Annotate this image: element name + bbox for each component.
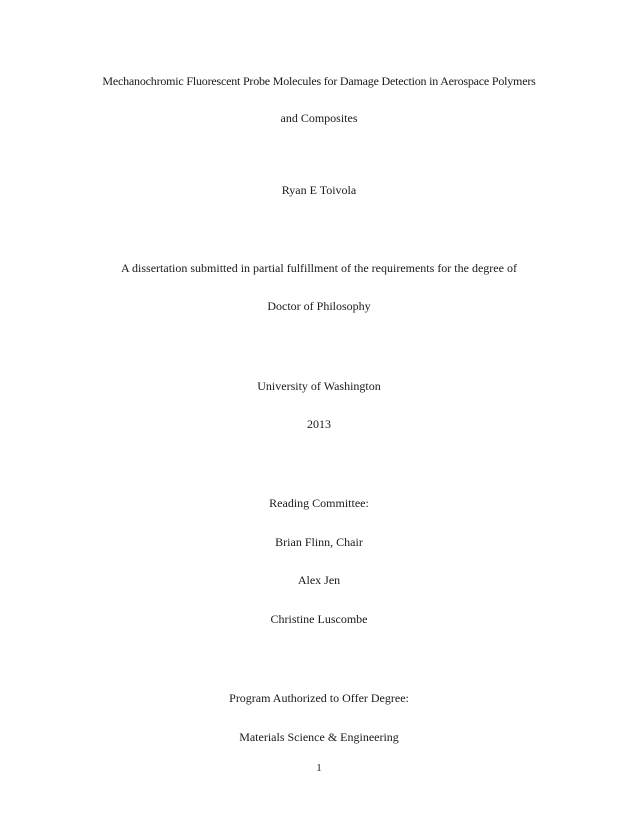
dissertation-title-line-2: and Composites: [280, 111, 358, 125]
program-heading: Program Authorized to Offer Degree:: [229, 691, 409, 705]
author-name: Ryan E Toivola: [281, 183, 357, 197]
committee-member: Brian Flinn, Chair: [275, 535, 363, 549]
degree-name: Doctor of Philosophy: [267, 299, 371, 313]
page-number: 1: [316, 762, 322, 774]
dissertation-title-line-1: Mechanochromic Fluorescent Probe Molecules for Damage Detection in Aerospace Polymers: [102, 74, 536, 88]
submission-year: 2013: [307, 417, 331, 431]
committee-heading: Reading Committee:: [269, 496, 369, 510]
institution-name: University of Washington: [257, 379, 381, 393]
program-name: Materials Science & Engineering: [239, 730, 399, 744]
committee-member: Christine Luscombe: [270, 612, 368, 626]
committee-member: Alex Jen: [297, 573, 341, 587]
submission-statement: A dissertation submitted in partial fulfillment of the requirements for the degree of: [121, 261, 517, 275]
